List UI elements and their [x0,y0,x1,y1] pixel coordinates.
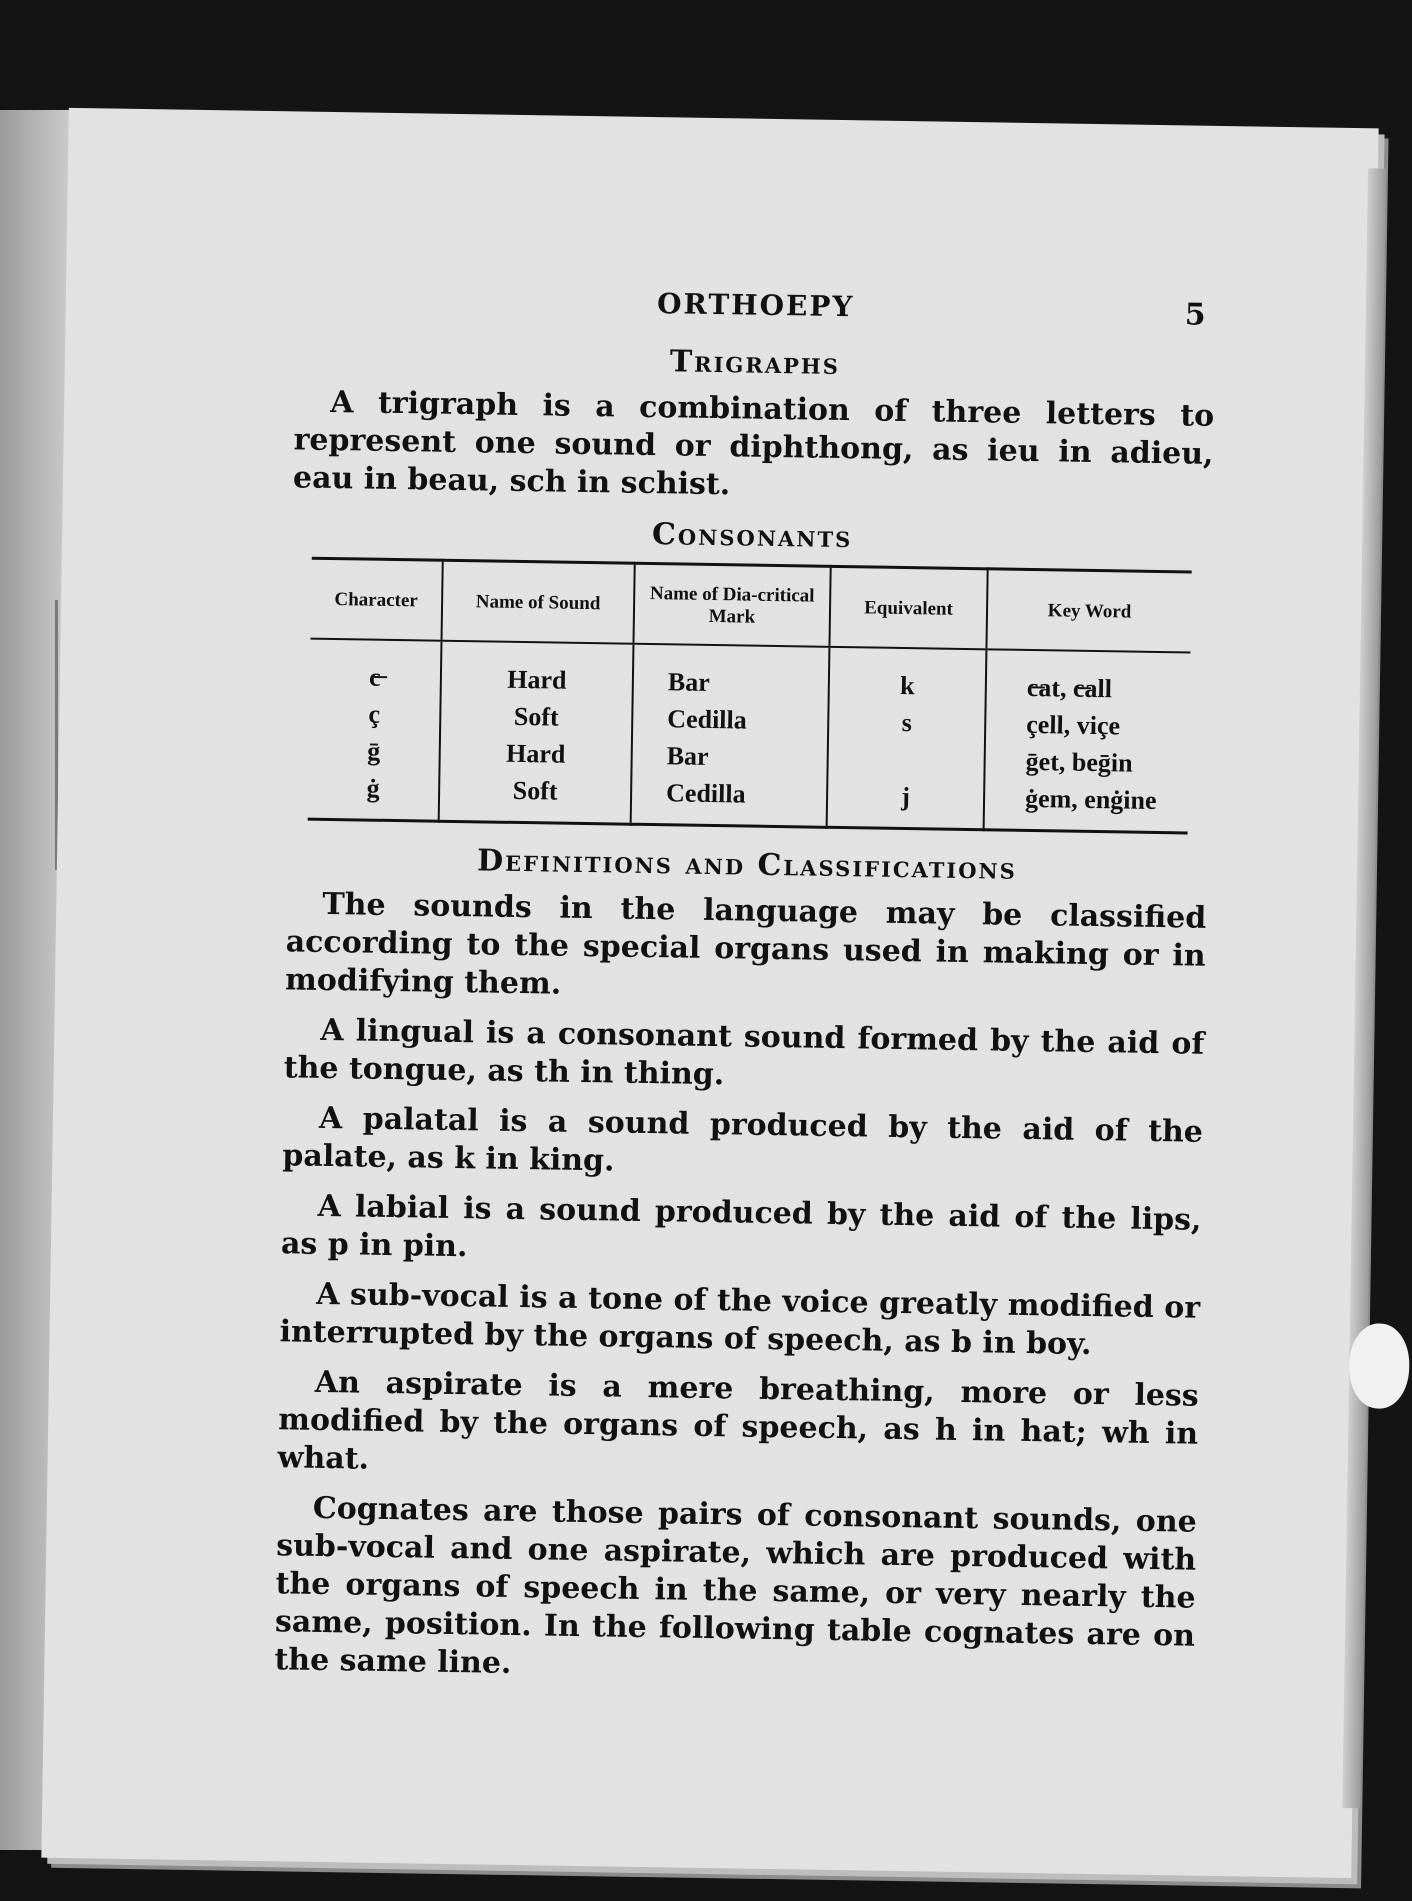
trigraphs-paragraph: A trigraph is a combination of three letters to represent one sound or diphthong, as ieu in adieu, eau in beau, sch in schist. [292,384,1215,503]
definitions-paragraph: A sub-vocal is a tone of the voice greatly modified or interrupted by the organs of speech, as b in boy. [279,1276,1201,1363]
table-row [308,639,1191,833]
equivalent-column [827,647,987,830]
running-head [296,281,1216,333]
page-number: 5 [1184,297,1206,333]
table-cell: ḡet, beḡin [1025,746,1133,778]
table-cell: Soft [512,775,558,806]
table-cell: s [901,707,913,738]
table-cell: ç [368,699,381,729]
table-cell: Bar [667,667,710,697]
running-title: ORTHOEPY [656,287,855,324]
table-cell: ḡ [367,736,381,766]
definitions-paragraph: Cognates are those pairs of consonant sounds, one sub-vocal and one aspirate, which are produced with the organs of speech in the same, or very nearly the same, position. In the following table cognates are on the same line. [274,1490,1198,1681]
definitions-paragraph: The sounds in the language may be classified according to the special organs used in making or in modifying them. [284,886,1207,1002]
table-cell: Cedilla [667,704,747,735]
definitions-paragraph: A labial is a sound produced by the aid of the lips, as p in pin. [280,1188,1202,1265]
definitions-paragraph: A palatal is a sound produced by the aid of the palate, as k in king. [282,1100,1204,1179]
table-cell: c̶ [368,662,381,692]
table-cell: ġem, enġine [1024,783,1157,815]
book-page [41,108,1378,1878]
character-column [308,639,442,822]
diacritical-mark-column [631,644,830,828]
table-cell: Hard [505,738,566,769]
table-cell: ġ [366,773,380,803]
definitions-paragraph: A lingual is a consonant sound formed by the aid of the tongue, as th in thing. [283,1012,1205,1093]
consonants-table [308,557,1192,835]
name-of-sound-column [439,641,634,824]
column-header-character: Character [311,558,443,641]
consonants-heading: Consonants [651,517,853,556]
column-header-diacritical-mark: Name of Dia-critical Mark [633,563,830,647]
table-cell: Bar [666,741,709,771]
page-edge [1342,168,1386,1808]
definitions-heading: Definitions and Classifications [476,843,1018,887]
table-cell: Hard [507,664,567,695]
paper-stain [1349,1323,1410,1409]
table-cell: Cedilla [665,778,746,809]
key-word-column [984,649,1191,833]
column-header-key-word: Key Word [986,569,1191,653]
table-cell: k [899,670,915,701]
page-content [274,281,1216,1705]
table-cell: j [901,781,911,812]
definitions-paragraph: An aspirate is a mere breathing, more or less modified by the organs of speech, as h in hat; wh in what. [277,1364,1200,1477]
table-header-row [311,558,1192,652]
trigraphs-heading: Trigraphs [669,344,841,382]
column-header-name-of-sound: Name of Sound [441,560,634,644]
table-cell: c̶at, c̶all [1026,672,1113,704]
table-cell: Soft [513,701,559,732]
table-cell [838,740,974,779]
column-header-equivalent: Equivalent [829,566,987,649]
table-cell: çell, viçe [1026,709,1121,741]
